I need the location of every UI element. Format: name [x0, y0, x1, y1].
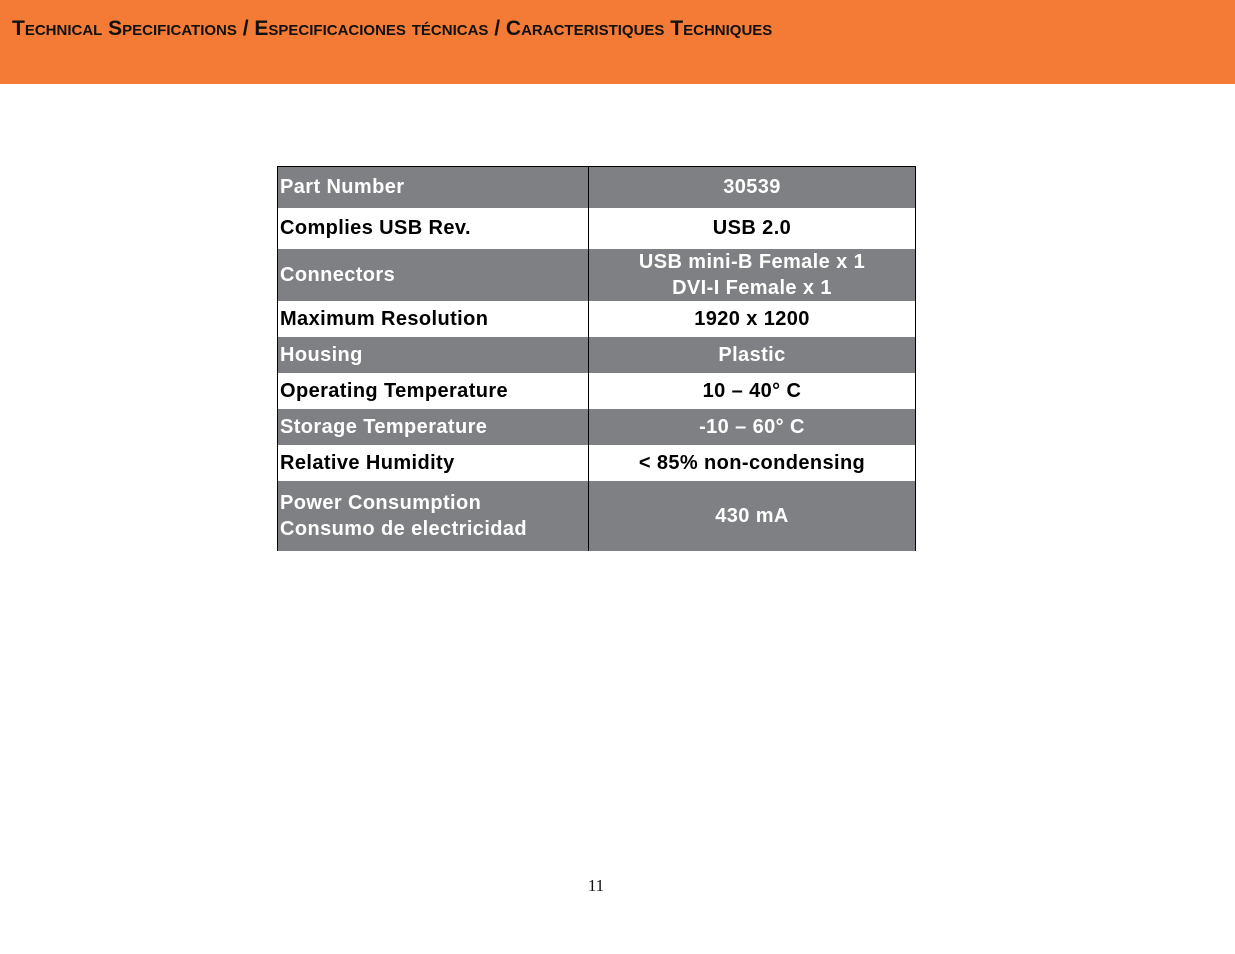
spec-label: Part Number	[278, 167, 589, 208]
spec-row-max-resolution	[278, 301, 916, 337]
spec-value: USB mini-B Female x 1 DVI-I Female x 1	[589, 249, 916, 301]
spec-label: Connectors	[278, 249, 589, 301]
spec-row-power-consumption	[278, 481, 916, 551]
spec-row-part-number	[278, 167, 916, 208]
spec-row-usb-rev	[278, 208, 916, 249]
spec-value: Plastic	[589, 337, 916, 373]
spec-value: -10 – 60° C	[589, 409, 916, 445]
spec-value: 10 – 40° C	[589, 373, 916, 409]
spec-value: 30539	[589, 167, 916, 208]
spec-label: Housing	[278, 337, 589, 373]
spec-label: Maximum Resolution	[278, 301, 589, 337]
spec-row-operating-temperature	[278, 373, 916, 409]
spec-label: Relative Humidity	[278, 445, 589, 481]
page-title: Technical Specifications / Especificaciones técnicas / Caracteristiques Techniques	[12, 17, 773, 40]
spec-row-relative-humidity	[278, 445, 916, 481]
spec-value: 1920 x 1200	[589, 301, 916, 337]
spec-row-housing	[278, 337, 916, 373]
spec-value: USB 2.0	[589, 208, 916, 249]
spec-value: 430 mA	[589, 481, 916, 551]
specifications-table	[277, 166, 916, 551]
spec-value: < 85% non-condensing	[589, 445, 916, 481]
spec-label: Power Consumption Consumo de electricidad	[278, 481, 589, 551]
spec-label: Complies USB Rev.	[278, 208, 589, 249]
spec-row-connectors	[278, 249, 916, 301]
spec-label: Operating Temperature	[278, 373, 589, 409]
spec-row-storage-temperature	[278, 409, 916, 445]
header-band	[0, 0, 1235, 84]
page-number: 11	[587, 876, 605, 895]
spec-label: Storage Temperature	[278, 409, 589, 445]
